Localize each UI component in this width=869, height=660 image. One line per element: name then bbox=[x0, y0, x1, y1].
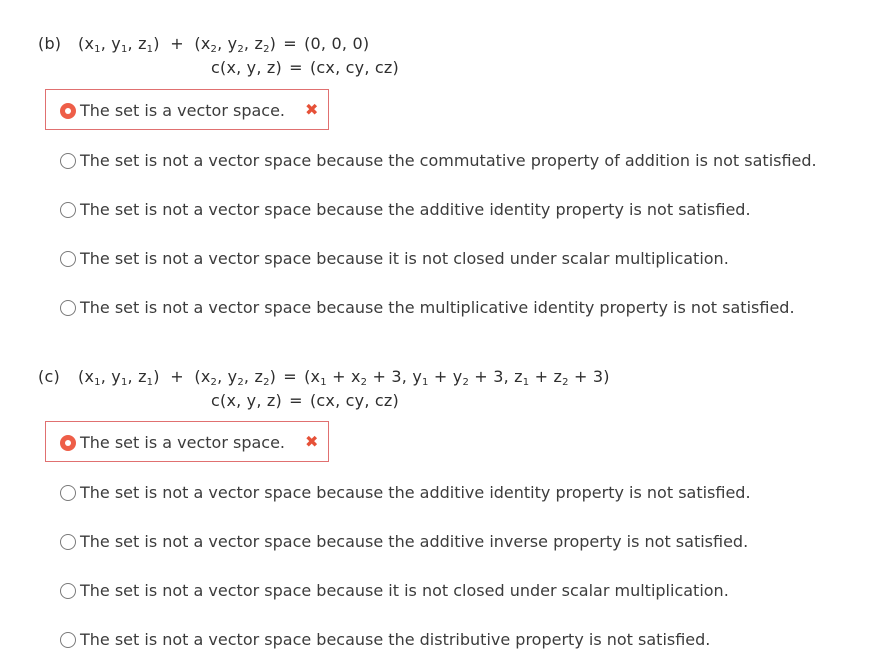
incorrect-icon: ✖ bbox=[305, 100, 319, 119]
part-c-option-1[interactable] bbox=[60, 483, 751, 502]
part-b-option-2[interactable] bbox=[60, 200, 751, 219]
part-b-lhs-scalar: c(x, y, z) bbox=[211, 58, 282, 77]
part-c-option-2[interactable] bbox=[60, 532, 748, 551]
part-c-label: (c) bbox=[38, 367, 60, 386]
radio-selected-icon[interactable] bbox=[60, 103, 76, 119]
part-b-option-3[interactable] bbox=[60, 249, 729, 268]
option-label: The set is a vector space. bbox=[80, 433, 285, 452]
option-label: The set is a vector space. bbox=[80, 101, 285, 120]
part-c-line1: (c) ($x_1$, $y_1$, $z_1) + (x_2$, $y_2$, $z_2) = (x_1 + x_2 + 3$, $y_1 + y_2 + 3$, $z_1 + z_2 + 3$) bbox=[38, 367, 610, 388]
part-b-lhs-sum: ($x_1$, $y_1$, $z_1) + (x_2$, $y_2$, $z_2$) bbox=[78, 34, 277, 55]
part-c-line2: c(x, y, z) = (cx, cy, cz) bbox=[211, 391, 399, 410]
part-c-option-4[interactable] bbox=[60, 630, 710, 649]
option-label: The set is not a vector space because the multiplicative identity property is not satisfied. bbox=[80, 298, 795, 317]
part-c-lhs-scalar: c(x, y, z) bbox=[211, 391, 282, 410]
option-label: The set is not a vector space because the additive inverse property is not satisfied. bbox=[80, 532, 749, 551]
radio-icon[interactable] bbox=[60, 300, 76, 316]
part-b-rhs-sum: (0, 0, 0) bbox=[304, 34, 370, 53]
part-b-option-1[interactable] bbox=[60, 151, 817, 170]
part-c-lhs-sum: ($x_1$, $y_1$, $z_1) + (x_2$, $y_2$, $z_2$) bbox=[78, 367, 277, 388]
part-b-selected-option[interactable] bbox=[60, 101, 285, 120]
radio-icon[interactable] bbox=[60, 153, 76, 169]
option-label: The set is not a vector space because the distributive property is not satisfied. bbox=[80, 630, 711, 649]
part-b-option-4[interactable] bbox=[60, 298, 795, 317]
radio-icon[interactable] bbox=[60, 534, 76, 550]
radio-icon[interactable] bbox=[60, 632, 76, 648]
part-b-line2: c(x, y, z) = (cx, cy, cz) bbox=[211, 58, 399, 77]
option-label: The set is not a vector space because it is not closed under scalar multiplication. bbox=[80, 249, 729, 268]
option-label: The set is not a vector space because the additive identity property is not satisfied. bbox=[80, 483, 751, 502]
part-b-rhs-scalar: (cx, cy, cz) bbox=[309, 58, 399, 77]
part-b-label: (b) bbox=[38, 34, 62, 53]
radio-selected-icon[interactable] bbox=[60, 435, 76, 451]
radio-icon[interactable] bbox=[60, 583, 76, 599]
radio-icon[interactable] bbox=[60, 485, 76, 501]
part-b-line1: (b) ($x_1$, $y_1$, $z_1) + (x_2$, $y_2$, $z_2) = (0$, 0, 0) bbox=[38, 34, 370, 55]
option-label: The set is not a vector space because it is not closed under scalar multiplication. bbox=[80, 581, 729, 600]
option-label: The set is not a vector space because the additive identity property is not satisfied. bbox=[80, 200, 751, 219]
radio-icon[interactable] bbox=[60, 202, 76, 218]
part-c-option-3[interactable] bbox=[60, 581, 729, 600]
option-label: The set is not a vector space because the commutative property of addition is not satisfied. bbox=[80, 151, 817, 170]
incorrect-icon: ✖ bbox=[305, 432, 319, 451]
part-c-rhs-scalar: (cx, cy, cz) bbox=[309, 391, 399, 410]
part-c-selected-option[interactable] bbox=[60, 433, 285, 452]
part-c-rhs-sum: ($x_1 + x_2 + 3$, $y_1 + y_2 + 3$, $z_1 + z_2 + 3$) bbox=[304, 367, 610, 388]
radio-icon[interactable] bbox=[60, 251, 76, 267]
